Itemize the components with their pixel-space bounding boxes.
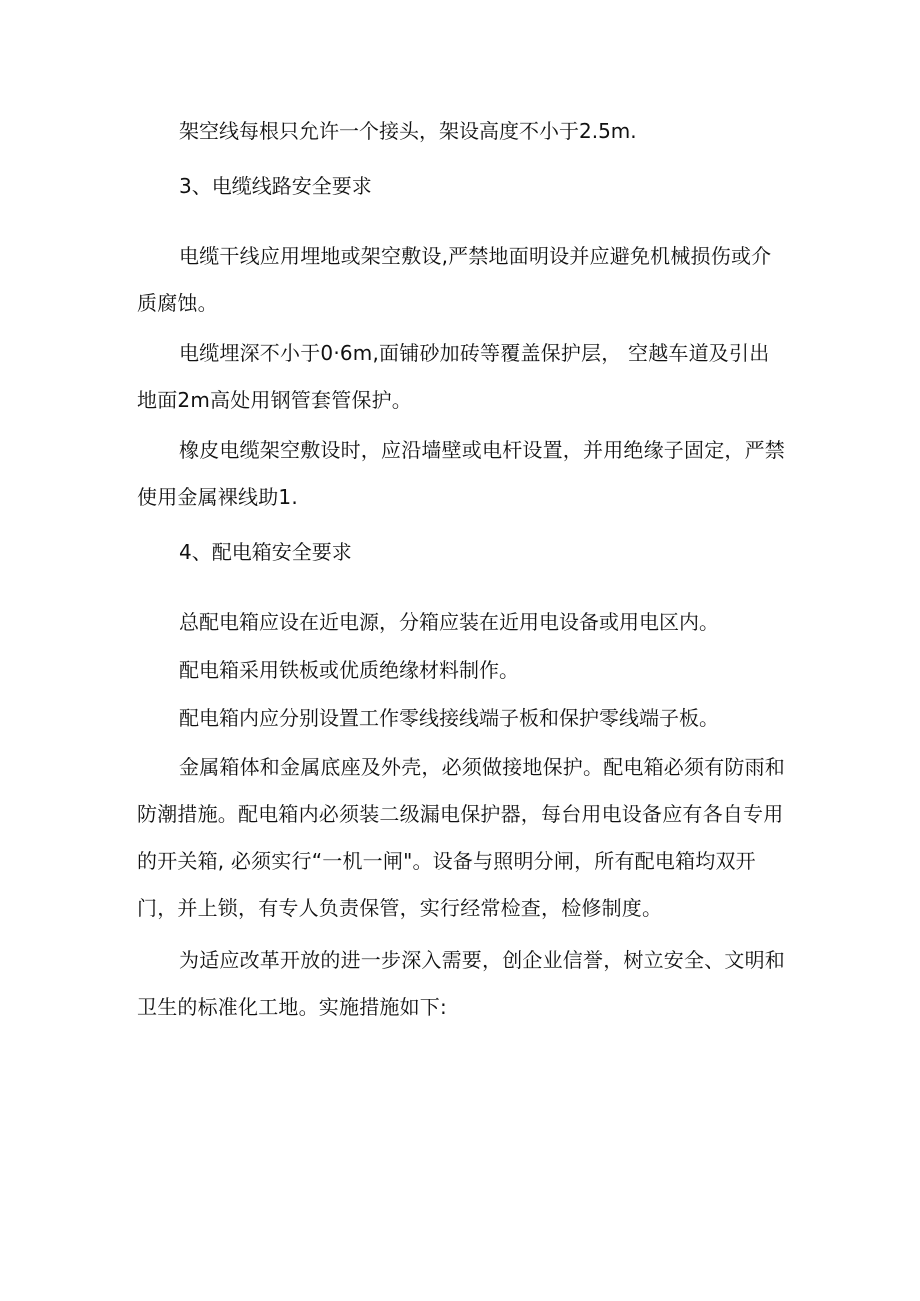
- paragraph-box-material: 配电箱采用铁板或优质绝缘材料制作。: [179, 658, 519, 682]
- section-heading-cable-safety: 3、电缆线路安全要求: [179, 174, 372, 198]
- paragraph-standardized-site: 为适应改革开放的进一步深入需要，创企业信誉，树立安全、文明和卫生的标准化工地。实施措施如下:: [137, 948, 785, 1019]
- paragraph-rubber-cable: 橡皮电缆架空敷设时，应沿墙壁或电杆设置，并用绝缘子固定，严禁使用金属裸线助1.: [137, 438, 785, 509]
- paragraph-main-distribution-box: 总配电箱应设在近电源，分箱应装在近用电设备或用电区内。: [179, 610, 719, 634]
- paragraph-terminal-boards: 配电箱内应分别设置工作零线接线端子板和保护零线端子板。: [179, 706, 719, 730]
- paragraph-overhead-line-joint: 架空线每根只允许一个接头，架设高度不小于2.5m.: [179, 119, 637, 143]
- section-heading-distribution-box-safety: 4、配电箱安全要求: [179, 540, 352, 564]
- paragraph-cable-burial-depth: 电缆埋深不小于0·6m,面铺砂加砖等覆盖保护层， 空越车道及引出地面2m高处用钢管套管保护。: [137, 341, 770, 412]
- paragraph-cable-laying: 电缆干线应用埋地或架空敷设,严禁地面明设并应避免机械损伤或介质腐蚀。: [137, 244, 772, 315]
- paragraph-grounding-protection: 金属箱体和金属底座及外壳，必须做接地保护。配电箱必须有防雨和防潮措施。配电箱内必须装二级漏电保护器，每台用电设备应有各自专用的开关箱, 必须实行“一机一闸"。设备与照明分闸，所有配电箱均双开门，并上锁，有专人负责保管，实行经常检查，检修制度。: [137, 755, 785, 920]
